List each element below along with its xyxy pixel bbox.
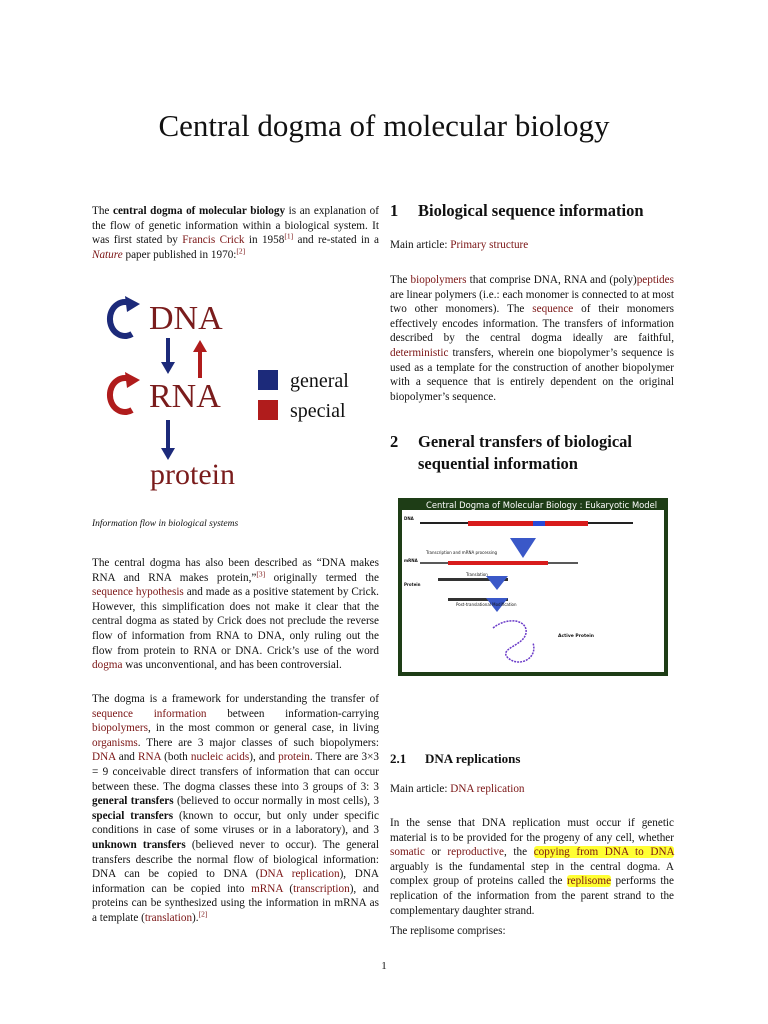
eukaryotic-figure-title: Central Dogma of Molecular Biology : Eukaryotic Model [426,500,658,510]
replisome-comprises: The replisome comprises: [390,925,506,937]
eukaryotic-diagram [398,498,668,676]
ref-2b[interactable]: [2] [198,909,208,919]
label-dna: DNA [404,516,414,521]
link-biopolymers[interactable]: biopolymers [92,722,148,735]
page-number: 1 [381,960,387,972]
link-sequence-hypothesis[interactable]: sequence hypothesis [92,586,184,599]
link-somatic[interactable]: somatic [390,846,425,859]
link-dna[interactable]: DNA [92,751,116,764]
link-translation[interactable]: translation [144,911,193,924]
dna-label: DNA [149,300,223,337]
page-title: Central dogma of molecular biology [158,108,610,143]
section-1-main-article: Main article: Primary structure [390,239,529,251]
link-replisome[interactable]: replisome [566,875,612,888]
ref-1[interactable]: [1] [284,231,294,241]
label-active-protein: Active Protein [558,634,594,639]
label-mrna: mRNA [404,558,418,563]
link-transcription[interactable]: transcription [293,882,350,895]
section-2-1-heading: 2.1 DNA replications [390,751,521,766]
paragraph-3: The dogma is a framework for understanding the transfer of sequence information between information-carrying biopolymers, in the most common or general case, in living organisms. There are 3 major classes of such biopolymers: DNA and RNA (both nucleic acids), and protein. There are 3×3 = 9 conceivable direct transfers of information that can occur between these. The dogma classes these into 3 groups of 3: 3 general transfers (believed to occur normally in most cells), 3 special transfers (known to occur, but only under specific conditions in case of some viruses or in a laboratory), and 3 unknown transfers (believed never to occur). The general transfers describe the normal flow of biological information: DNA can be copied to DNA (DNA replication), DNA information can be copied into mRNA (transcription), and proteins can be synthesized using the information in mRNA as a template (translation).[2] [92,693,379,924]
link-sequence-information[interactable]: sequence information [92,707,207,720]
label-transcription: Transcription and mRNA processing [426,550,498,555]
link-copying-dna[interactable]: copying from DNA to DNA [533,846,675,859]
link-francis-crick[interactable]: Francis Crick [182,234,245,247]
rna-label: RNA [149,378,221,415]
label-ptm: Post-translational Modification [456,602,517,607]
section-2-1-main-article: Main article: DNA replication [390,783,525,795]
link-peptides[interactable]: peptides [636,274,674,286]
link-mrna[interactable]: mRNA [251,882,283,895]
link-dogma[interactable]: dogma [92,659,123,672]
legend-general-swatch [258,370,278,390]
protein-label: protein [150,458,235,491]
central-dogma-figure [102,290,372,500]
section-2-heading: 2 General transfers of biological sequential information [390,432,633,473]
ref-2[interactable]: [2] [236,246,246,256]
label-protein: Protein [404,582,421,587]
link-nature[interactable]: Nature [92,248,123,261]
link-biopolymers-2[interactable]: biopolymers [410,274,467,286]
link-dna-replication[interactable]: DNA replication [259,868,340,881]
link-primary-structure[interactable]: Primary structure [450,239,529,251]
link-reproductive[interactable]: reproductive [447,846,504,859]
figure-caption: Information flow in biological systems [92,519,239,529]
ref-3[interactable]: [3] [256,568,266,578]
legend-special-label: special [290,400,346,422]
legend-special-swatch [258,400,278,420]
link-rna[interactable]: RNA [138,751,162,764]
intro-paragraph: The central dogma of molecular biology is an explanation of the flow of genetic information within a biological system. It was first stated by Francis Crick in 1958[1] and re-stated in a Nature paper published in 1970:[2] [92,205,379,261]
eukaryotic-model-figure [398,498,668,676]
label-translation: Translation [466,572,488,577]
paragraph-2: The central dogma has also been described as “DNA makes RNA and RNA makes protein,”[3] originally termed the sequence hypothesis and made as a positive statement by Crick. However, this simplification does not make it clear that the central dogma as stated by Crick does not preclude the reverse flow of information from RNA to DNA, only ruling out the flow from protein to RNA or DNA. Crick’s use of the word dogma was unconventional, and has been controversial. [92,557,379,672]
dogma-arrows [102,290,372,500]
link-nucleic-acids[interactable]: nucleic acids [190,751,250,764]
link-organisms[interactable]: organisms [92,736,138,749]
link-protein[interactable]: protein [278,751,310,764]
section-2-1-paragraph: In the sense that DNA replication must occur if genetic material is to be provided for the progeny of any cell, whether somatic or reproductive, the copying from DNA to DNA arguably is the fundamental step in the central dogma. A complex group of proteins called the replisome performs the replication of the information from the parent strand to the complementary daughter strand. [390,817,675,917]
section-1-heading: 1 Biological sequence information [390,201,644,220]
link-sequence[interactable]: sequence [532,303,574,316]
section-1-paragraph: The biopolymers that comprise DNA, RNA and (poly)peptides are linear polymers (i.e.: each monomer is connected to at most two other monomers). The sequence of their monomers effectively encodes information. The transfers of information described by the central dogma ideally are faithful, deterministic transfers, wherein one biopolymer’s sequence is used as a template for the construction of another biopolymer with a sequence that is entirely dependent on the original biopolymer’s sequence. [390,274,674,403]
link-deterministic[interactable]: deterministic [390,346,449,359]
link-dna-replication-main[interactable]: DNA replication [450,783,525,795]
legend-general-label: general [290,370,349,392]
